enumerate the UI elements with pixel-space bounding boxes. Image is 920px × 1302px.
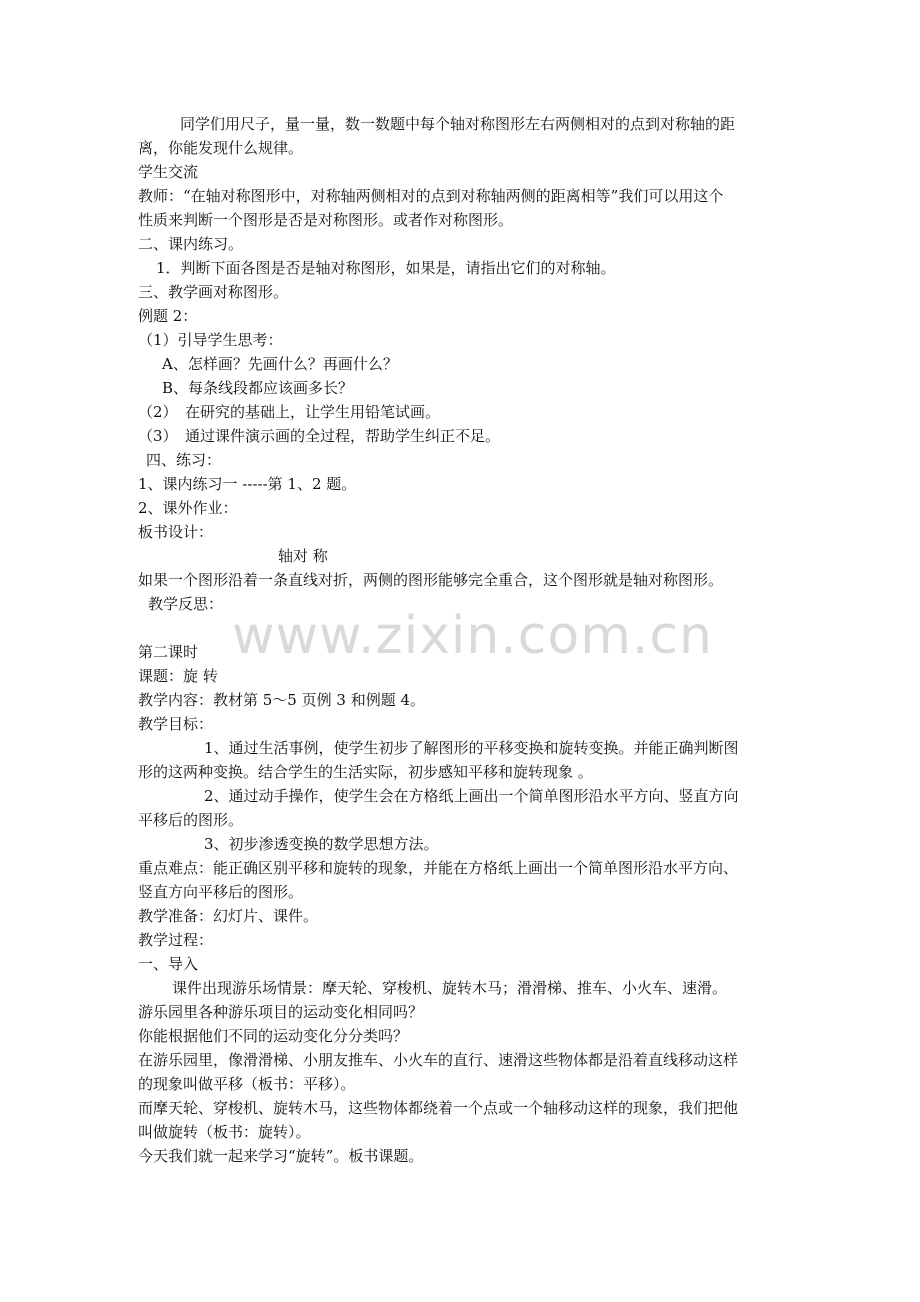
text-line: 同学们用尺子，量一量，数一数题中每个轴对称图形左右两侧相对的点到对称轴的距 — [180, 115, 736, 133]
text-line: 你能根据他们不同的运动变化分分类吗？ — [138, 1027, 409, 1045]
text-line: 游乐园里各种游乐项目的运动变化相同吗？ — [138, 1003, 424, 1021]
text-line: （1）引导学生思考： — [138, 331, 283, 349]
text-line: A、怎样画？先画什么？再画什么？ — [162, 355, 398, 373]
text-line: 教学内容：教材第 5～5 页例 3 和例题 4。 — [138, 691, 426, 709]
text-line: 重点难点：能正确区别平移和旋转的现象，并能在方格纸上画出一个简单图形沿水平方向、 — [138, 859, 739, 877]
text-line: 教师：“在轴对称图形中，对称轴两侧相对的点到对称轴两侧的距离相等”我们可以用这个 — [138, 187, 724, 205]
text-line: 离，你能发现什么规律。 — [138, 139, 304, 157]
text-line: 3、初步渗透变换的数学思想方法。 — [204, 835, 439, 853]
text-line: 学生交流 — [138, 163, 199, 181]
text-line: 2、课外作业： — [138, 499, 238, 517]
text-line: 教学目标： — [138, 715, 214, 733]
text-line: 课件出现游乐场情景：摩天轮、穿梭机、旋转木马；滑滑梯、推车、小火车、速滑。 — [172, 979, 728, 997]
text-line: 2、通过动手操作，使学生会在方格纸上画出一个简单图形沿水平方向、竖直方向 — [204, 787, 739, 805]
text-line: 叫做旋转（板书：旋转）。 — [138, 1123, 311, 1141]
text-line: 形的这两种变换。结合学生的生活实际，初步感知平移和旋转现象 。 — [138, 763, 593, 781]
text-line: 竖直方向平移后的图形。 — [138, 883, 304, 901]
text-line: 平移后的图形。 — [138, 811, 244, 829]
text-line: 1、课内练习一 -----第 1、2 题。 — [138, 475, 357, 493]
section-heading: 二、课内练习。 — [138, 235, 244, 253]
text-line: 性质来判断一个图形是否是对称图形。或者作对称图形。 — [138, 211, 514, 229]
text-line: 例题 2： — [138, 307, 198, 325]
section-heading: 四、练习： — [146, 451, 222, 469]
text-line: 在游乐园里，像滑滑梯、小朋友推车、小火车的直行、速滑这些物体都是沿着直线移动这样 — [138, 1051, 739, 1069]
watermark: www.zixin.com.cn — [232, 606, 713, 666]
section-heading: 一、导入 — [138, 955, 199, 973]
lesson-heading: 第二课时 — [138, 643, 199, 661]
text-line: （3） 通过课件演示画的全过程，帮助学生纠正不足。 — [138, 427, 501, 445]
text-line: 的现象叫做平移（板书：平移）。 — [138, 1075, 356, 1093]
text-line: 如果一个图形沿着一条直线对折，两侧的图形能够完全重合，这个图形就是轴对称图形。 — [138, 571, 724, 589]
board-title: 轴对 称 — [278, 547, 328, 565]
text-line: 而摩天轮、穿梭机、旋转木马，这些物体都绕着一个点或一个轴移动这样的现象，我们把他 — [138, 1099, 739, 1117]
text-line: 板书设计： — [138, 523, 214, 541]
text-line: 课题：旋 转 — [138, 667, 218, 685]
text-line: 今天我们就一起来学习“旋转”。板书课题。 — [138, 1147, 424, 1165]
text-line: （2） 在研究的基础上，让学生用铅笔试画。 — [138, 403, 441, 421]
text-line: 1、通过生活事例，使学生初步了解图形的平移变换和旋转变换。并能正确判断图 — [204, 739, 739, 757]
text-line: 1．判断下面各图是否是轴对称图形，如果是，请指出它们的对称轴。 — [156, 259, 616, 277]
text-line: 教学过程： — [138, 931, 214, 949]
text-line: 教学反思： — [148, 595, 224, 613]
section-heading: 三、教学画对称图形。 — [138, 283, 289, 301]
text-line: B、每条线段都应该画多长？ — [162, 379, 354, 397]
text-line: 教学准备：幻灯片、课件。 — [138, 907, 319, 925]
